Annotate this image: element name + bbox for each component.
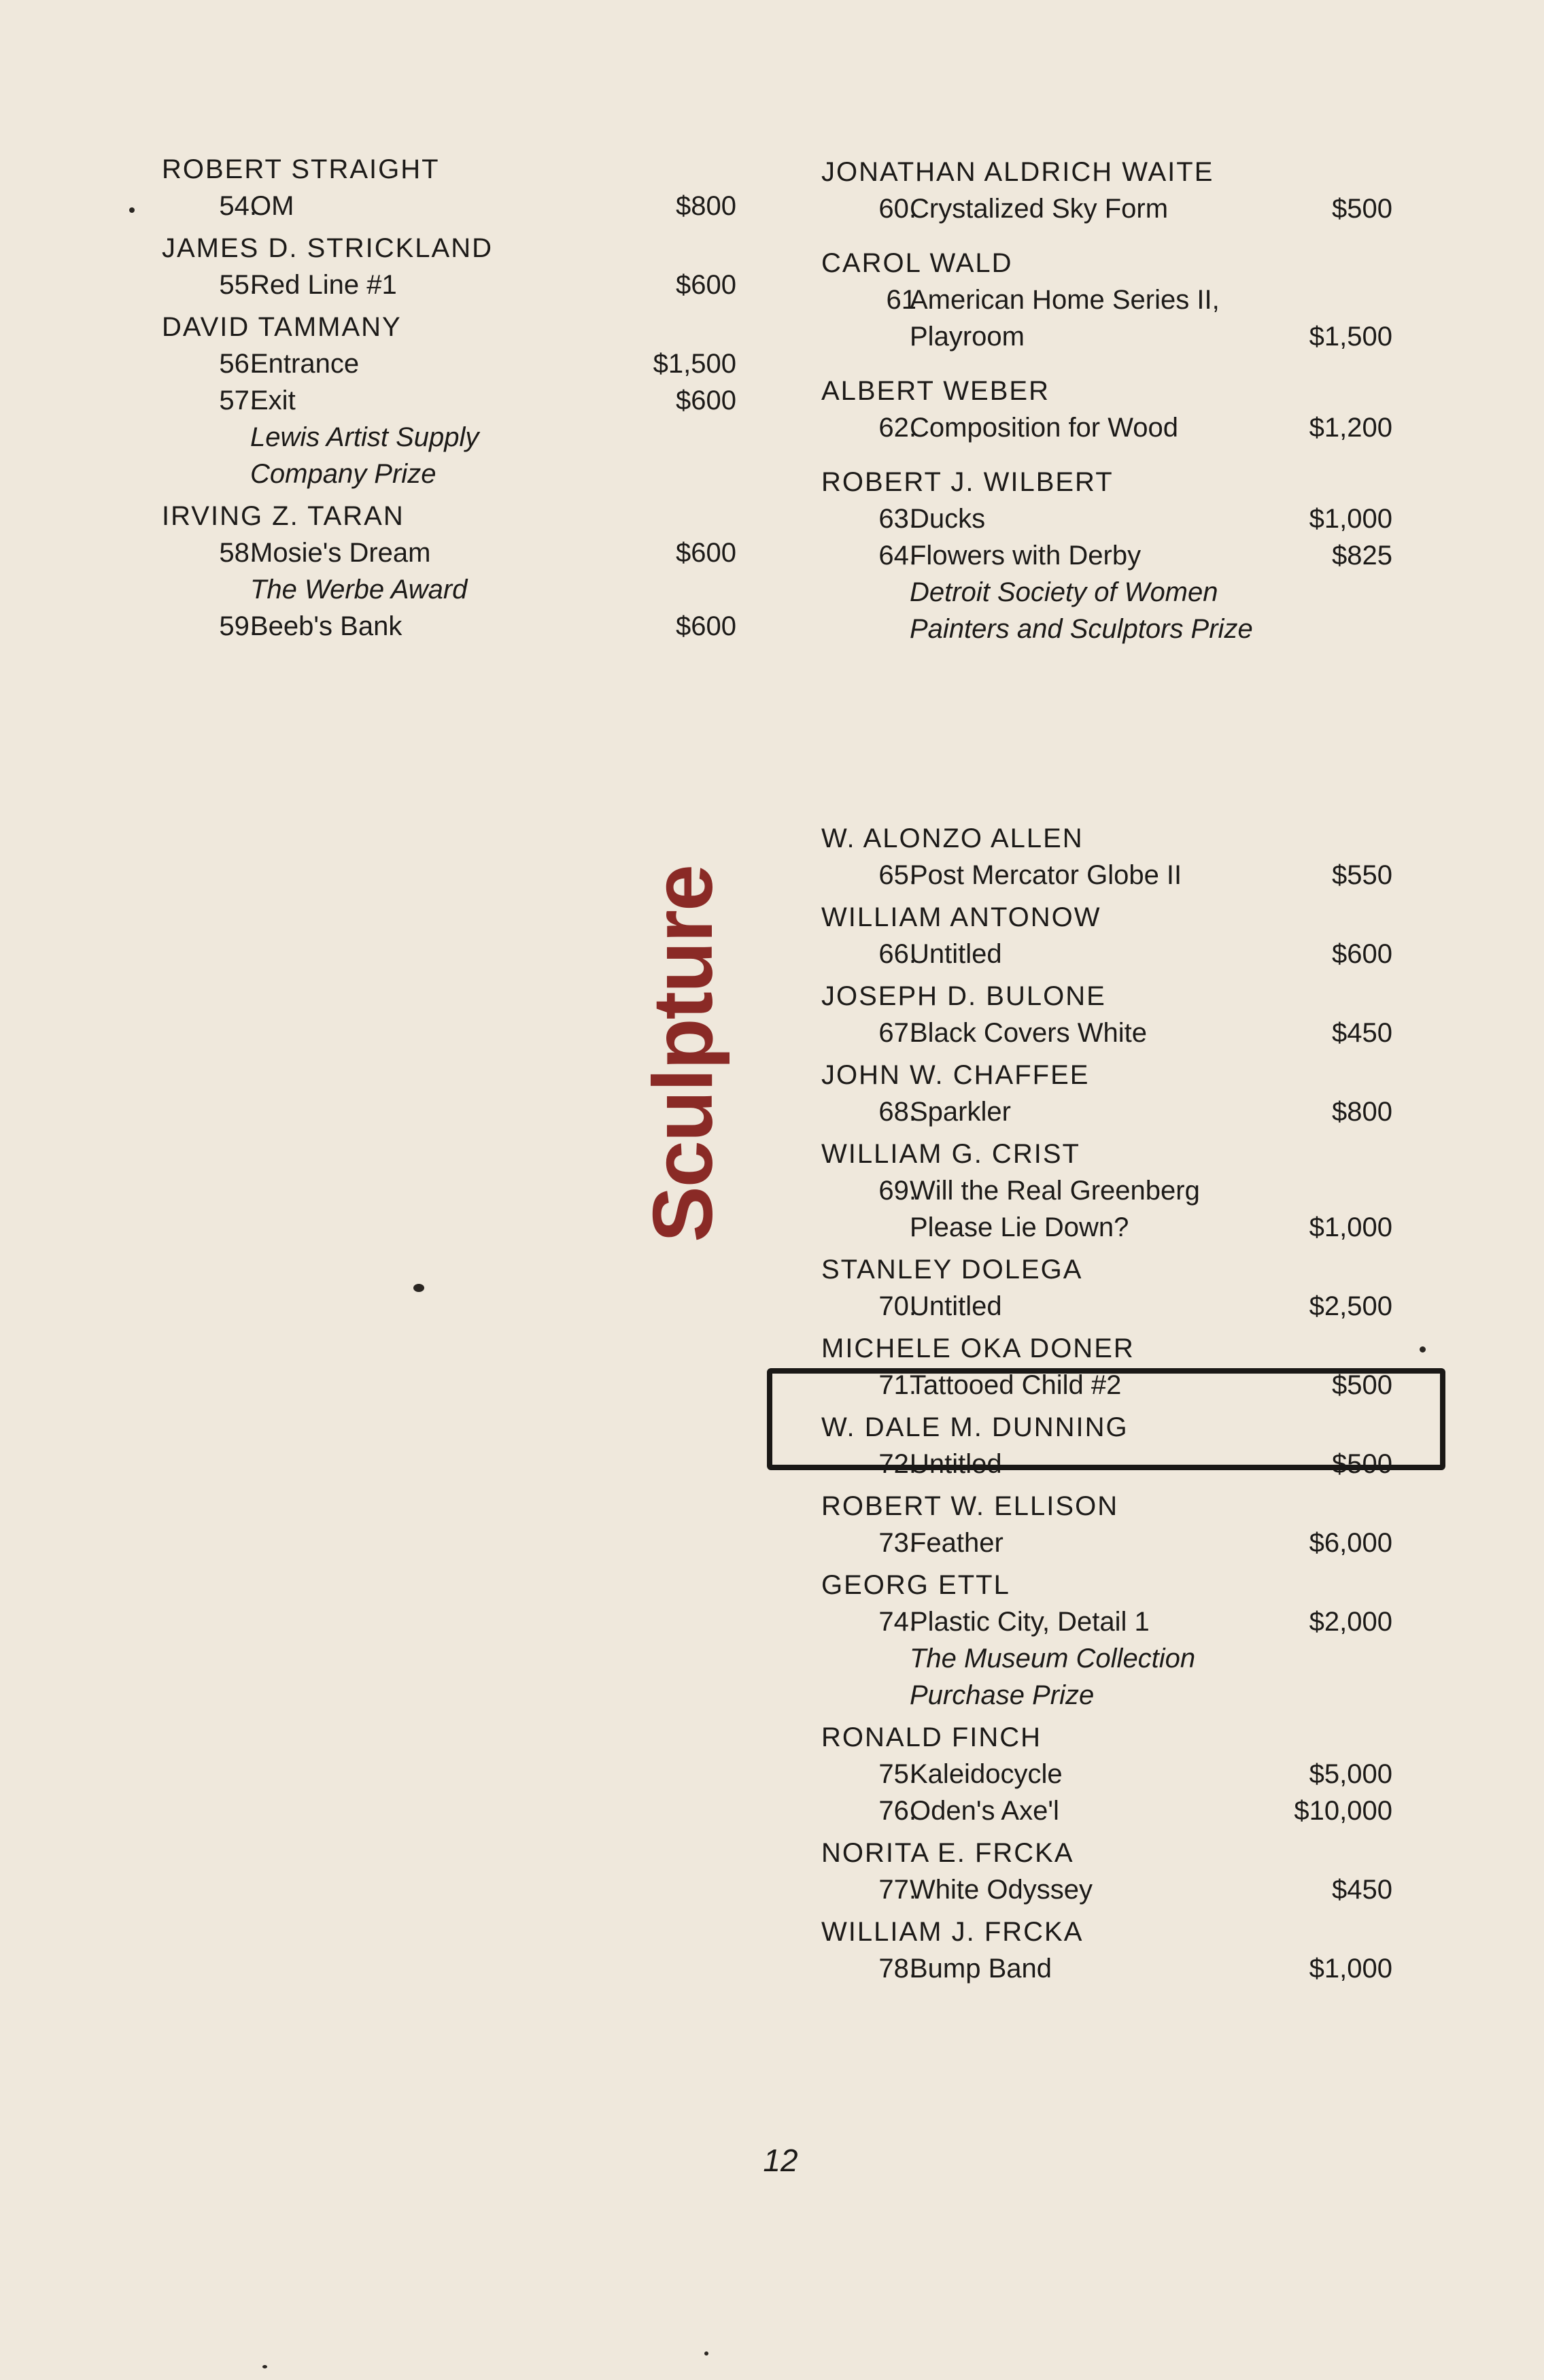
artwork-title: Red Line #1: [250, 270, 397, 300]
artwork-title: Post Mercator Globe II: [910, 860, 1182, 890]
artwork-title: Ducks: [910, 504, 986, 534]
artist-group: [821, 820, 1392, 894]
artwork-number: 63.: [878, 504, 916, 534]
artist-name: W. ALONZO ALLEN: [821, 823, 1084, 853]
artwork-title: Exit: [250, 386, 296, 415]
award-note: Painters and Sculptors Prize: [910, 614, 1253, 644]
artist-group: [162, 151, 736, 224]
artwork-entry: [162, 608, 736, 645]
artwork-entry: [821, 537, 1392, 574]
artist-name: DAVID TAMMANY: [162, 312, 402, 342]
artist-group: [821, 978, 1392, 1051]
artwork-number: 72.: [878, 1449, 916, 1479]
artwork-entry: [162, 267, 736, 303]
artist-name: W. DALE M. DUNNING: [821, 1412, 1129, 1442]
award-note: The Werbe Award: [250, 575, 468, 605]
artwork-price: $500: [1332, 1449, 1392, 1479]
artist-name: JONATHAN ALDRICH WAITE: [821, 157, 1214, 187]
artist-group: [821, 464, 1392, 647]
left-column: [162, 151, 736, 650]
artwork-number: 54.: [219, 191, 257, 221]
paper-speck: [262, 2365, 267, 2368]
artwork-price: $500: [1332, 194, 1392, 224]
artwork-entry: [821, 1603, 1392, 1640]
artwork-price: $5,000: [1309, 1759, 1392, 1789]
artwork-number: 78.: [878, 1954, 916, 1984]
artist-group: [162, 498, 736, 645]
artwork-entry: [821, 1288, 1392, 1325]
section-heading-text: Sculpture: [636, 866, 730, 1242]
artwork-title: Beeb's Bank: [250, 611, 402, 641]
artwork-title: Oden's Axe'l: [910, 1796, 1059, 1826]
artwork-entry: [821, 1950, 1392, 1987]
artwork-price: $2,500: [1309, 1291, 1392, 1321]
artwork-price: $1,000: [1309, 1212, 1392, 1242]
artist-group: [821, 154, 1392, 227]
artist-name: WILLIAM J. FRCKA: [821, 1917, 1084, 1947]
award-note: The Museum Collection: [910, 1644, 1196, 1673]
artwork-number: 56.: [219, 349, 257, 379]
artwork-title: American Home Series II,: [910, 285, 1220, 315]
artwork-price: $450: [1332, 1018, 1392, 1048]
artwork-number: 55.: [219, 270, 257, 300]
artwork-title: Black Covers White: [910, 1018, 1147, 1048]
artwork-price: $1,200: [1309, 413, 1392, 443]
artwork-price: $600: [676, 386, 736, 415]
artwork-number: 75.: [878, 1759, 916, 1789]
artist-group: [821, 1835, 1392, 1908]
artwork-price: $1,000: [1309, 504, 1392, 534]
artist-name: ROBERT W. ELLISON: [821, 1491, 1119, 1521]
artwork-entry: [821, 1792, 1392, 1829]
artwork-number: 61: [886, 285, 916, 315]
section-heading: [636, 816, 730, 1292]
artwork-price: $800: [676, 191, 736, 221]
artwork-title: Untitled: [910, 939, 1002, 969]
artwork-number: 73.: [878, 1528, 916, 1558]
artist-group: [821, 1488, 1392, 1561]
artwork-title: Mosie's Dream: [250, 538, 431, 568]
artwork-price: $1,500: [1309, 322, 1392, 352]
artwork-number: 59.: [219, 611, 257, 641]
artwork-number: 64.: [878, 541, 916, 571]
artwork-entry-continued: [821, 1209, 1392, 1246]
artist-name: GEORG ETTL: [821, 1570, 1010, 1600]
artwork-entry: [821, 409, 1392, 446]
artwork-number: 67.: [878, 1018, 916, 1048]
artwork-entry: [162, 188, 736, 224]
artwork-title: Entrance: [250, 349, 360, 379]
artist-name: MICHELE OKA DONER: [821, 1333, 1135, 1363]
artwork-number: 58.: [219, 538, 257, 568]
award-note: Purchase Prize: [910, 1680, 1095, 1710]
artist-group: [162, 309, 736, 492]
artwork-price: $1,500: [653, 349, 736, 379]
artwork-number: 69.: [878, 1176, 916, 1206]
artist-name: RONALD FINCH: [821, 1722, 1042, 1752]
artwork-number: 57.: [219, 386, 257, 415]
artwork-title: Untitled: [910, 1449, 1002, 1479]
artwork-entry: [821, 1015, 1392, 1051]
artwork-entry: [162, 382, 736, 419]
artwork-number: 71.: [878, 1370, 916, 1400]
artwork-price: $600: [1332, 939, 1392, 969]
artwork-entry: [821, 1871, 1392, 1908]
right-column-top: [821, 154, 1392, 653]
paper-speck: [413, 1284, 424, 1292]
artwork-title-continued: Playroom: [910, 322, 1025, 352]
artwork-title: OM: [250, 191, 294, 221]
artwork-title: Crystalized Sky Form: [910, 194, 1169, 224]
artwork-price: $600: [676, 538, 736, 568]
artist-group: [821, 1719, 1392, 1829]
artwork-title: Will the Real Greenberg: [910, 1176, 1200, 1206]
artwork-price: $600: [676, 270, 736, 300]
artist-name: NORITA E. FRCKA: [821, 1838, 1074, 1868]
artwork-entry: [162, 534, 736, 571]
artist-name: WILLIAM G. CRIST: [821, 1139, 1080, 1169]
paper-speck: [1420, 1346, 1426, 1353]
artist-name: JOSEPH D. BULONE: [821, 981, 1106, 1011]
artwork-price: $800: [1332, 1097, 1392, 1127]
artwork-entry: [821, 1525, 1392, 1561]
artist-group: [821, 1251, 1392, 1325]
artwork-price: $10,000: [1294, 1796, 1392, 1826]
artwork-entry: [821, 500, 1392, 537]
artist-group: [821, 1057, 1392, 1130]
artwork-price: $600: [676, 611, 736, 641]
artwork-entry: [821, 1756, 1392, 1792]
artist-name: WILLIAM ANTONOW: [821, 902, 1101, 932]
artwork-number: 65.: [878, 860, 916, 890]
artwork-entry: [821, 857, 1392, 894]
artwork-title: White Odyssey: [910, 1875, 1093, 1905]
artwork-number: 77.: [878, 1875, 916, 1905]
artwork-price: $2,000: [1309, 1607, 1392, 1637]
artwork-entry: [821, 282, 1392, 318]
artwork-price: $6,000: [1309, 1528, 1392, 1558]
artist-name: IRVING Z. TARAN: [162, 501, 405, 531]
artwork-title: Bump Band: [910, 1954, 1052, 1984]
artist-name: ROBERT J. WILBERT: [821, 467, 1114, 497]
artist-name: JOHN W. CHAFFEE: [821, 1060, 1090, 1090]
artwork-number: 68.: [878, 1097, 916, 1127]
artwork-entry: [821, 1093, 1392, 1130]
artwork-title: Kaleidocycle: [910, 1759, 1063, 1789]
artwork-entry: [821, 190, 1392, 227]
artist-name: STANLEY DOLEGA: [821, 1255, 1083, 1285]
artwork-title: Sparkler: [910, 1097, 1011, 1127]
artist-name: JAMES D. STRICKLAND: [162, 233, 493, 263]
artwork-price: $450: [1332, 1875, 1392, 1905]
paper-speck: [704, 2351, 708, 2356]
award-note: Company Prize: [250, 459, 436, 489]
artist-name: ROBERT STRAIGHT: [162, 154, 440, 184]
artwork-title: Composition for Wood: [910, 413, 1178, 443]
artwork-entry-continued: [821, 318, 1392, 355]
artwork-price: $550: [1332, 860, 1392, 890]
artwork-title: Feather: [910, 1528, 1003, 1558]
artwork-number: 76.: [878, 1796, 916, 1826]
artwork-price: $825: [1332, 541, 1392, 571]
artist-group: [821, 373, 1392, 446]
artist-name: ALBERT WEBER: [821, 376, 1050, 406]
artwork-entry: [162, 345, 736, 382]
artist-group: [821, 899, 1392, 972]
artwork-price: $1,000: [1309, 1954, 1392, 1984]
award-note: Detroit Society of Women: [910, 577, 1218, 607]
artwork-number: 74.: [878, 1607, 916, 1637]
artist-name: CAROL WALD: [821, 248, 1013, 278]
artwork-title-continued: Please Lie Down?: [910, 1212, 1129, 1242]
artwork-number: 62.: [878, 413, 916, 443]
artist-group: [162, 230, 736, 303]
artist-group: [821, 1136, 1392, 1246]
paper-speck: [129, 207, 135, 213]
artwork-title: Flowers with Derby: [910, 541, 1142, 571]
artwork-number: 60.: [878, 194, 916, 224]
artist-group: [821, 245, 1392, 355]
page-number: 12: [763, 2143, 798, 2178]
artwork-entry: [821, 936, 1392, 972]
artist-group: [821, 1567, 1392, 1714]
artwork-title: Plastic City, Detail 1: [910, 1607, 1150, 1637]
artwork-number: 70.: [878, 1291, 916, 1321]
artwork-title: Untitled: [910, 1291, 1002, 1321]
artwork-title: Tattooed Child #2: [910, 1370, 1122, 1400]
hand-drawn-highlight-box: [767, 1368, 1445, 1470]
award-note: Lewis Artist Supply: [250, 422, 479, 452]
artwork-entry: [821, 1172, 1392, 1209]
artwork-number: 66.: [878, 939, 916, 969]
artwork-price: $500: [1332, 1370, 1392, 1400]
artist-group: [821, 1914, 1392, 1987]
